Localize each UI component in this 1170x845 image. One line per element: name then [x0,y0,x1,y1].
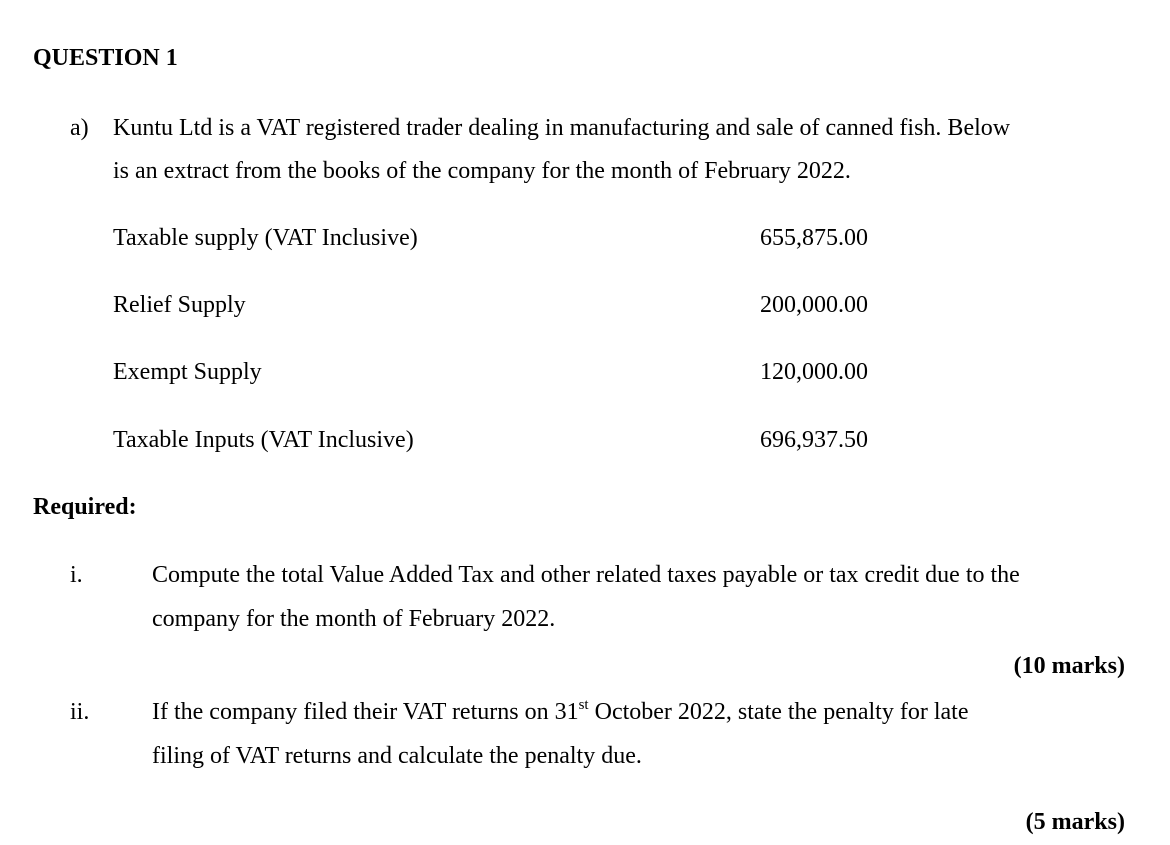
sub-question-line-1: Compute the total Value Added Tax and other related taxes payable or tax credit due to the [152,562,1020,588]
ordinal-suffix: st [578,697,589,713]
extract-item: Relief Supply [113,292,246,318]
extract-amount: 200,000.00 [760,292,868,318]
sub-question-line-1-start: If the company filed their VAT returns on 31 [152,699,579,725]
required-label: Required: [33,494,137,520]
sub-question-numeral: i. [70,562,83,588]
part-a-line-1: Kuntu Ltd is a VAT registered trader dealing in manufacturing and sale of canned fish. Below [113,115,1011,141]
extract-item: Exempt Supply [113,359,262,385]
sub-question-line-1 [152,697,969,725]
question-heading: QUESTION 1 [33,45,178,71]
part-a-line-2: is an extract from the books of the company for the month of February 2022. [113,158,851,184]
sub-question-line-2: filing of VAT returns and calculate the penalty due. [152,743,642,769]
extract-amount: 120,000.00 [760,359,868,385]
extract-item: Taxable supply (VAT Inclusive) [113,225,418,251]
marks-label: (5 marks) [1025,809,1125,835]
extract-amount: 696,937.50 [760,427,868,453]
marks-label: (10 marks) [1013,653,1125,679]
sub-question-numeral: ii. [70,699,90,725]
sub-question-line-1-end: October 2022, state the penalty for late [588,699,969,725]
extract-amount: 655,875.00 [760,225,868,251]
extract-item: Taxable Inputs (VAT Inclusive) [113,427,414,453]
sub-question-line-2: company for the month of February 2022. [152,606,556,632]
part-a-label: a) [70,115,89,141]
